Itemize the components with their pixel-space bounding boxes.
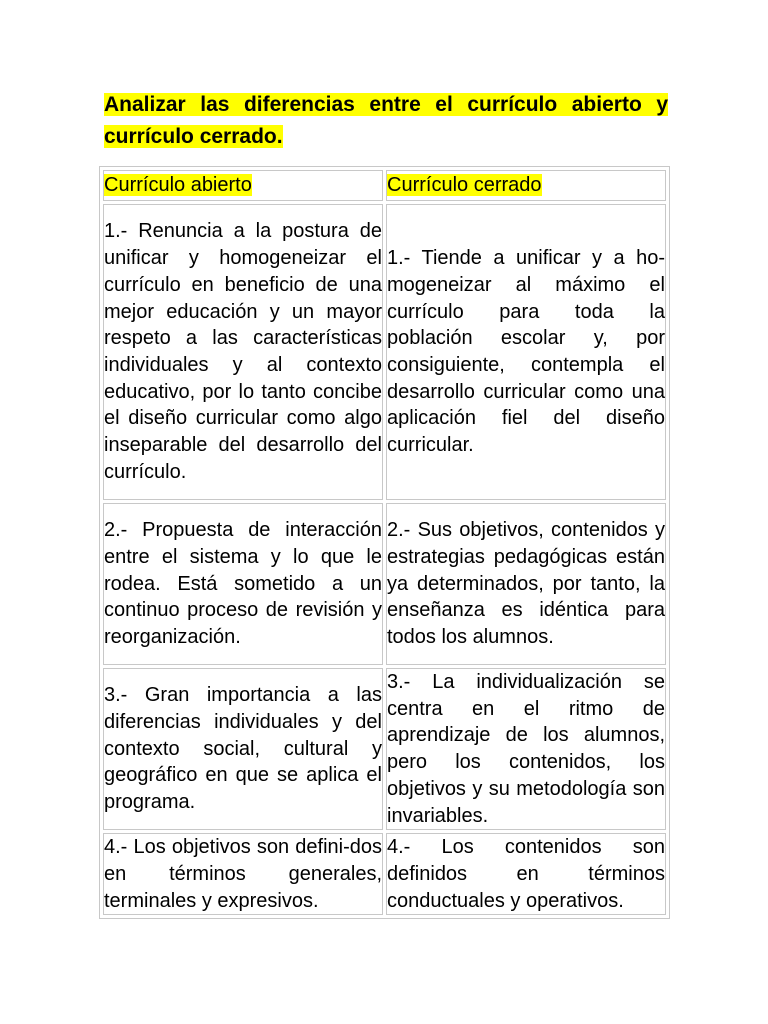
table-row [103,204,666,500]
cell-cerrado-2: 2.- Sus objetivos, contenidos y estrategias pedagógicas están ya determinados, por tanto, la enseñanza es idéntica para todos los alumnos. [386,503,666,665]
cell-abierto-2: 2.- Propuesta de interacción entre el sistema y lo que le rodea. Está sometido a un continuo proceso de revisión y reorganización. [103,503,383,665]
comparison-table [99,166,670,919]
header-label-abierto: Currículo abierto [104,174,252,197]
title-highlight: Analizar las diferencias entre el currículo abierto y currículo cerrado. [104,93,668,148]
cell-abierto-3: 3.- Gran importancia a las diferencias individuales y del contexto social, cultural y geográfico en que se aplica el programa. [103,668,383,830]
table-row [103,503,666,665]
cell-cerrado-4: 4.- Los contenidos son definidos en términos conductuales y operativos. [386,833,666,915]
cell-abierto-1: 1.- Renuncia a la postura de unificar y homogeneizar el currículo en beneficio de una mejor educación y un mayor respeto a las características individuales y al contexto educativo, por lo tanto concibe el diseño curricular como algo inseparable del desarrollo del currículo. [103,204,383,500]
table-row [103,668,666,830]
cell-cerrado-1: 1.- Tiende a unificar y a ho-mogeneizar al máximo el currículo para toda la población escolar y, por consiguiente, contempla el desarrollo curricular como una aplicación fiel del diseño curricular. [386,204,666,500]
cell-cerrado-3: 3.- La individualización se centra en el ritmo de aprendizaje de los alumnos, pero los contenidos, los objetivos y su metodología son invariables. [386,668,666,830]
header-label-cerrado: Currículo cerrado [387,174,542,197]
header-cell-cerrado [386,170,666,201]
table-row [103,833,666,915]
table-header-row [103,170,666,201]
document-title [104,89,668,153]
header-cell-abierto [103,170,383,201]
cell-abierto-4: 4.- Los objetivos son defini-dos en términos generales, terminales y expresivos. [103,833,383,915]
